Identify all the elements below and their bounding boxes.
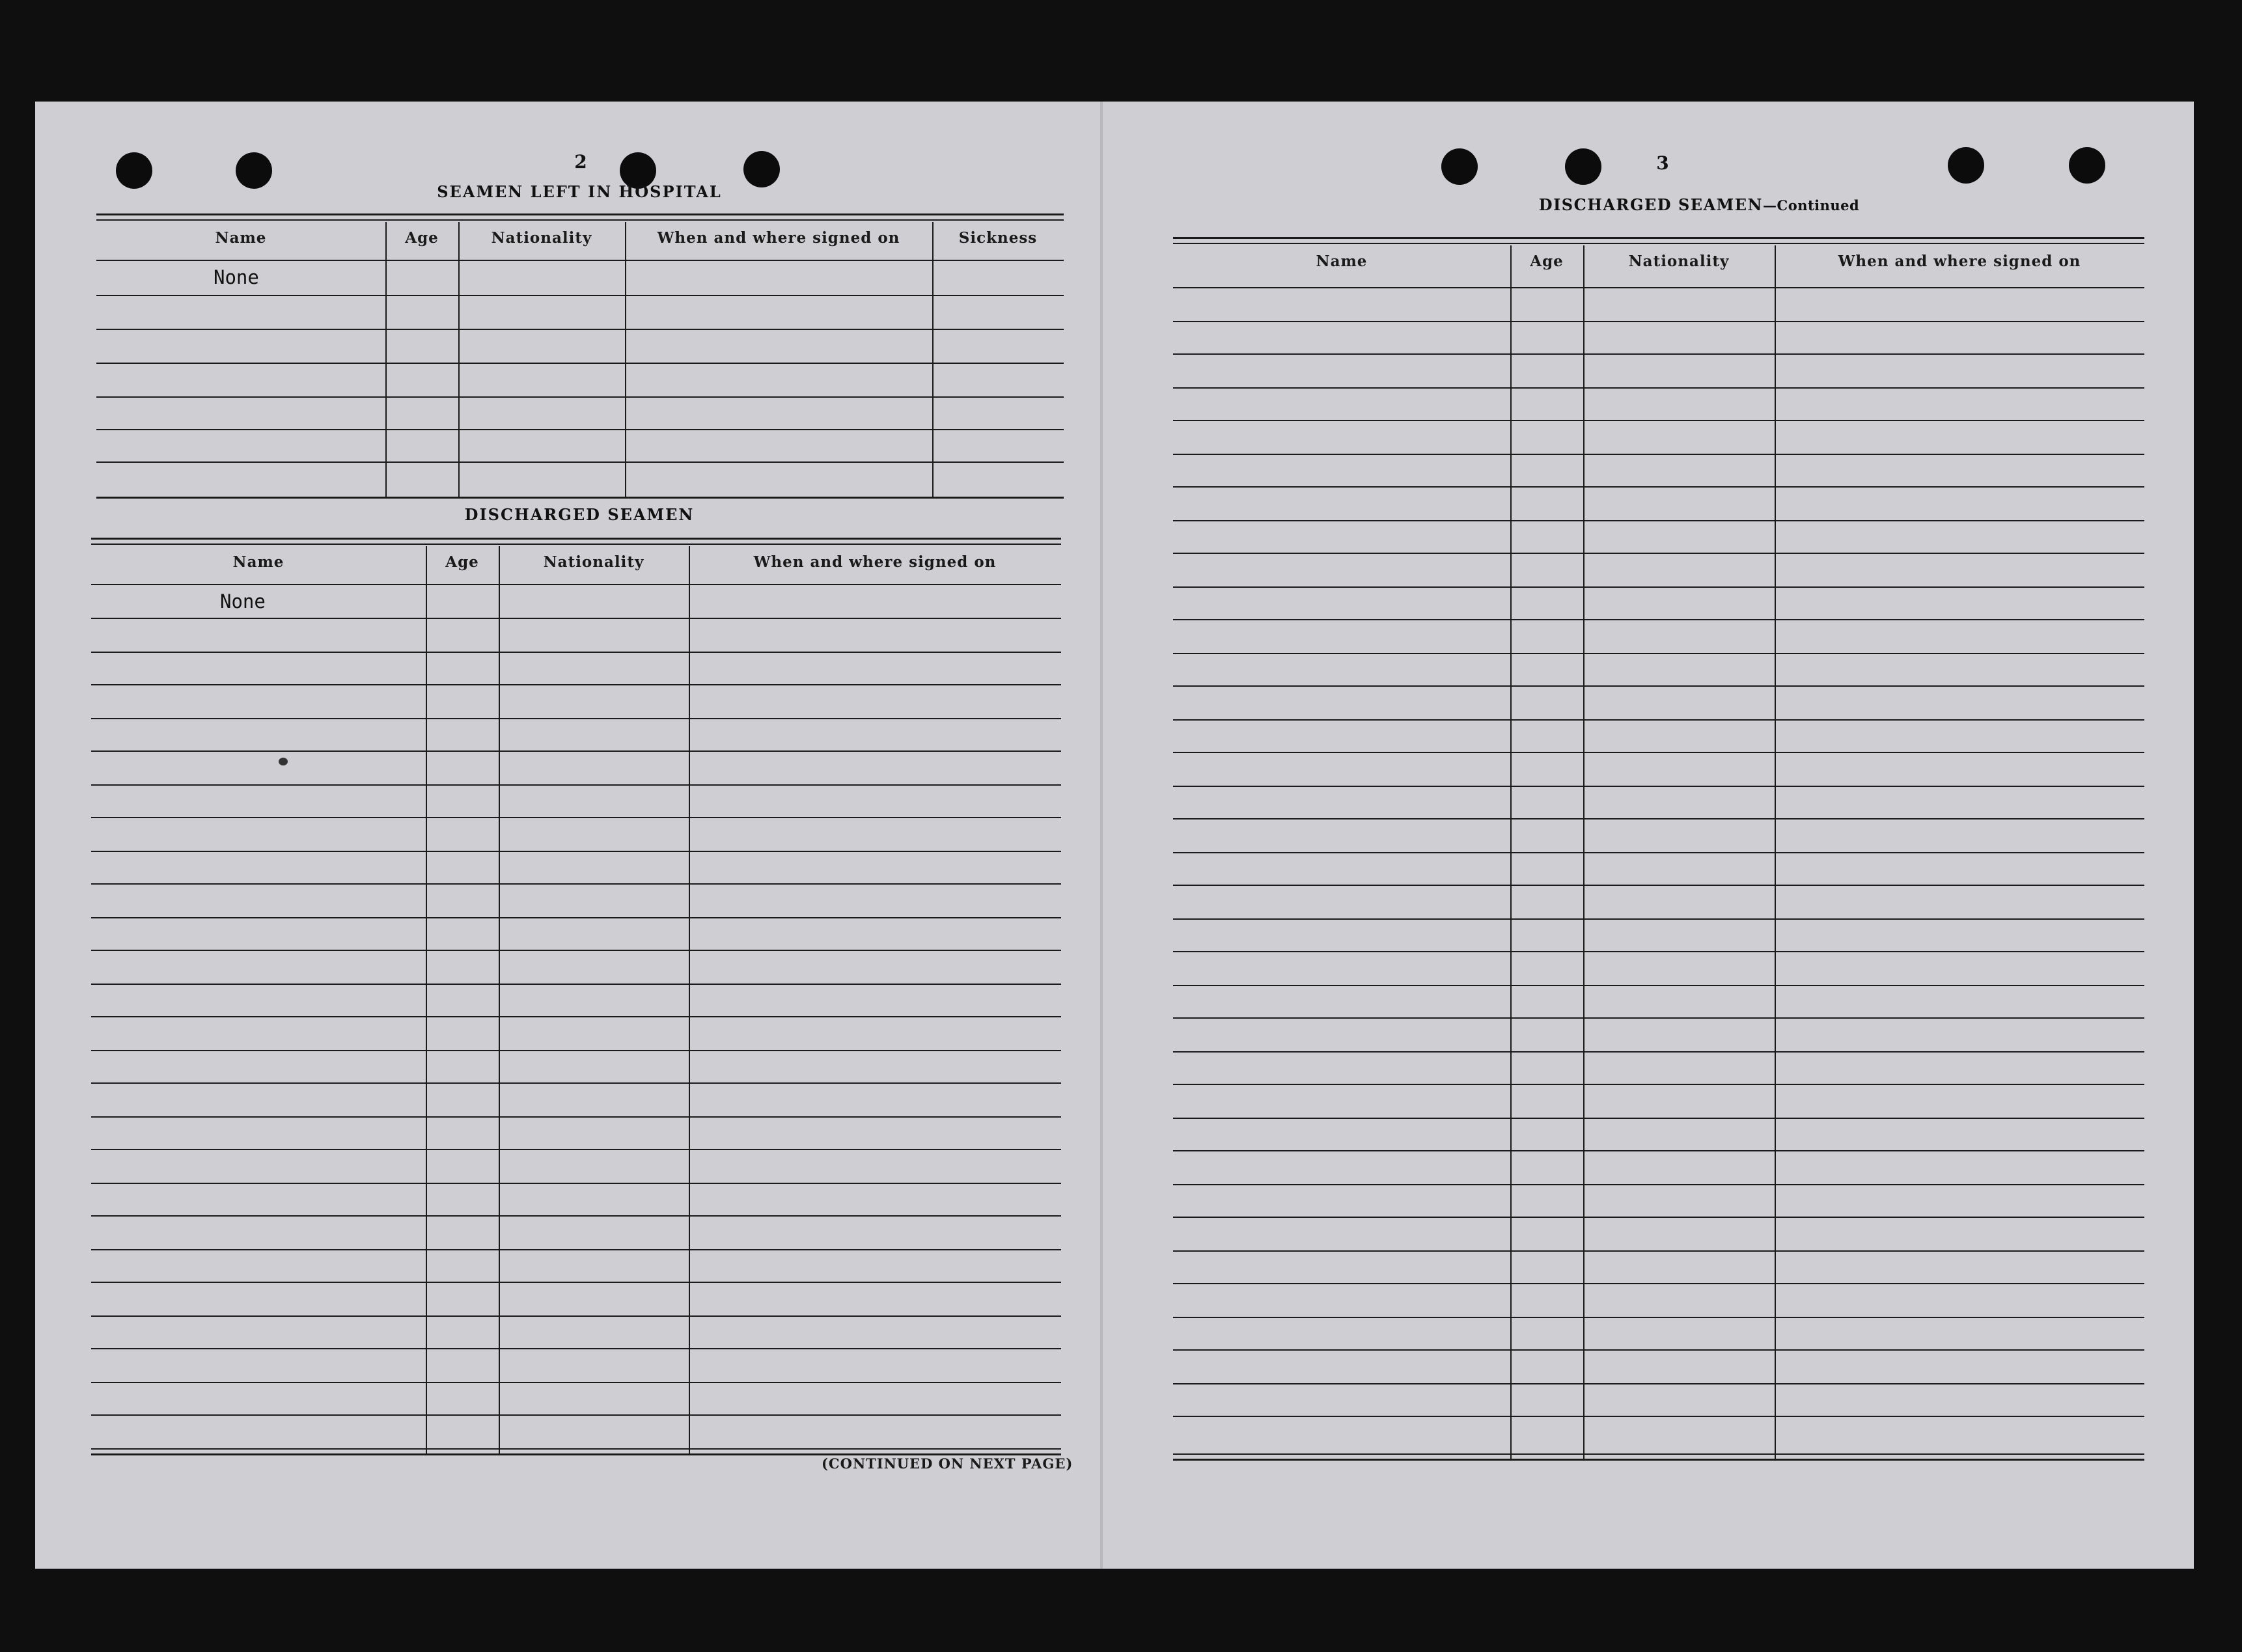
name-cell: None	[214, 266, 259, 288]
column-header-signed-on: When and where signed on	[753, 553, 997, 571]
page-number: 3	[1656, 152, 1669, 174]
punch-hole	[236, 152, 272, 189]
punch-hole	[116, 152, 152, 189]
punch-hole	[2069, 147, 2105, 184]
column-header-name: Name	[1316, 253, 1368, 270]
column-header-age: Age	[405, 229, 439, 247]
punch-hole	[1565, 148, 1601, 185]
ink-speck	[279, 758, 288, 765]
column-header-signed-on: When and where signed on	[657, 229, 900, 247]
column-header-age: Age	[1530, 253, 1564, 270]
page-fold	[1100, 102, 1103, 1569]
punch-hole	[1948, 147, 1984, 184]
section-title-hospital: SEAMEN LEFT IN HOSPITAL	[437, 182, 722, 201]
page-number: 2	[574, 151, 587, 172]
section-title-discharged-continued	[1471, 195, 1927, 214]
section-title-discharged: DISCHARGED SEAMEN	[464, 505, 695, 524]
column-header-signed-on: When and where signed on	[1838, 253, 2081, 270]
name-cell: None	[220, 590, 266, 613]
discharged-continued-table	[1173, 237, 2144, 1461]
column-header-name: Name	[232, 553, 284, 571]
column-header-nationality: Nationality	[491, 229, 592, 247]
discharged-table	[91, 538, 1061, 1455]
column-header-age: Age	[445, 553, 479, 571]
column-header-name: Name	[215, 229, 267, 247]
column-header-sickness: Sickness	[958, 229, 1038, 247]
column-header-nationality: Nationality	[543, 553, 644, 571]
section-title-text: DISCHARGED SEAMEN	[1538, 195, 1763, 214]
hospital-table	[96, 213, 1064, 499]
punch-hole	[1441, 148, 1478, 185]
column-header-nationality: Nationality	[1628, 253, 1730, 270]
section-title-suffix: —Continued	[1762, 197, 1860, 213]
continued-note: (CONTINUED ON NEXT PAGE)	[822, 1455, 1073, 1472]
